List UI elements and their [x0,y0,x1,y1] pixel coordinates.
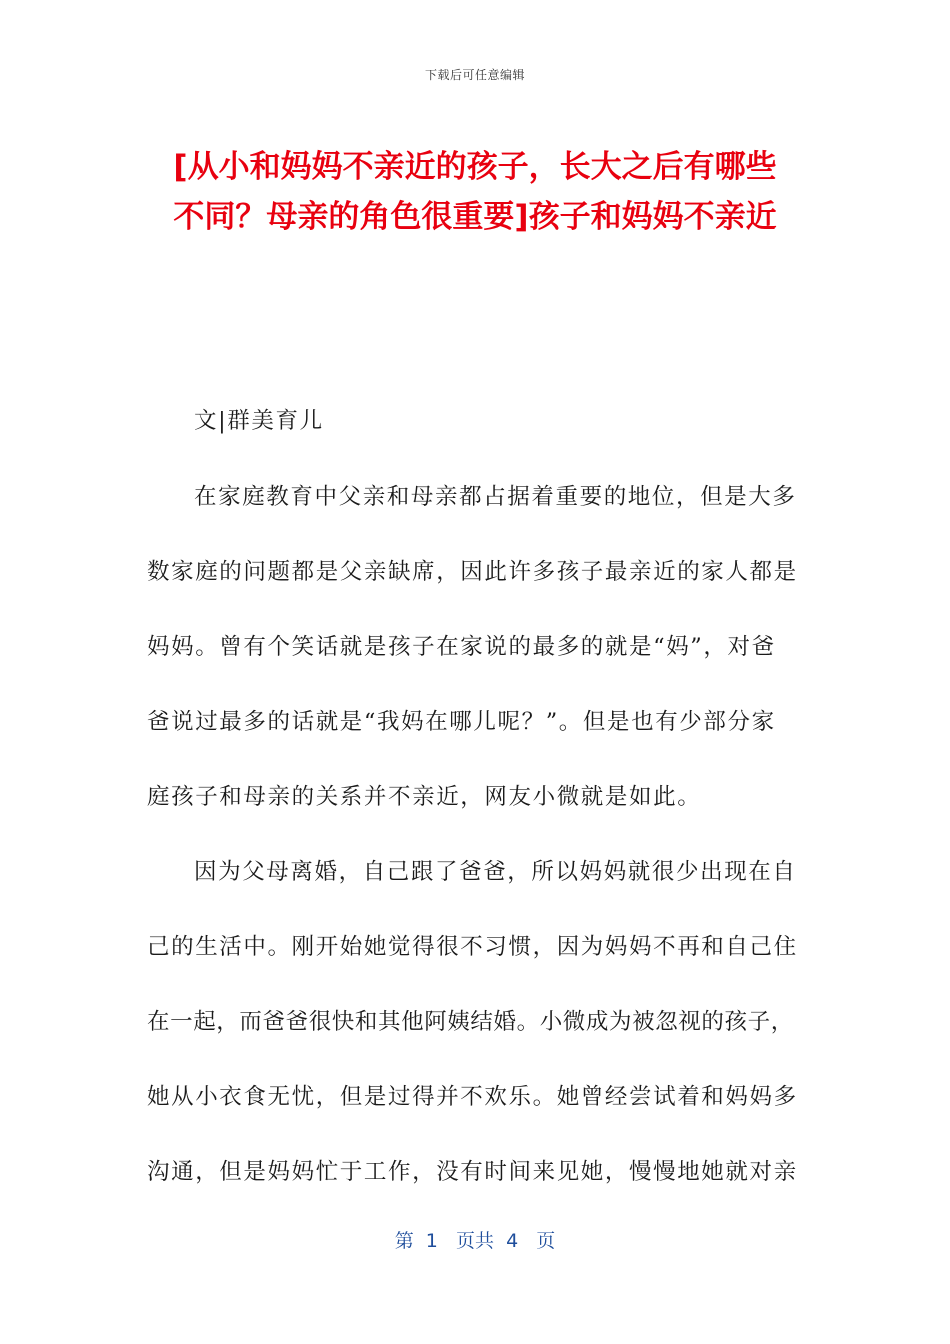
paragraph-line: 己的生活中。刚开始她觉得很不习惯，因为妈妈不再和自己住 [147,934,798,960]
title-line-1: [从小和妈妈不亲近的孩子，长大之后有哪些 [173,149,777,185]
article-title [120,142,830,242]
paragraph-line: 在家庭教育中父亲和母亲都占据着重要的地位，但是大多 [194,484,797,510]
title-line-2: 不同？母亲的角色很重要]孩子和妈妈不亲近 [173,199,777,235]
paragraph-line: 在一起，而爸爸很快和其他阿姨结婚。小微成为被忽视的孩子， [147,1009,794,1035]
paragraph-line: 庭孩子和母亲的关系并不亲近，网友小微就是如此。 [147,784,702,810]
paragraph-line: 她从小衣食无忧，但是过得并不欢乐。她曾经尝试着和妈妈多 [147,1084,798,1110]
header-note: 下载后可任意编辑 [424,68,525,82]
paragraph-line: 沟通，但是妈妈忙于工作，没有时间来见她，慢慢地她就对亲 [147,1159,798,1185]
author-line: 文|群美育儿 [194,408,324,434]
page-footer: 第 1 页共 4 页 [394,1230,556,1252]
paragraph-line: 爸说过最多的话就是“我妈在哪儿呢？”。但是也有少部分家 [147,709,776,735]
paragraph-line: 数家庭的问题都是父亲缺席，因此许多孩子最亲近的家人都是 [147,559,798,585]
paragraph-line: 因为父母离婚，自己跟了爸爸，所以妈妈就很少出现在自 [194,859,797,885]
paragraph-line: 妈妈。曾有个笑话就是孩子在家说的最多的就是“妈”，对爸 [147,634,776,660]
